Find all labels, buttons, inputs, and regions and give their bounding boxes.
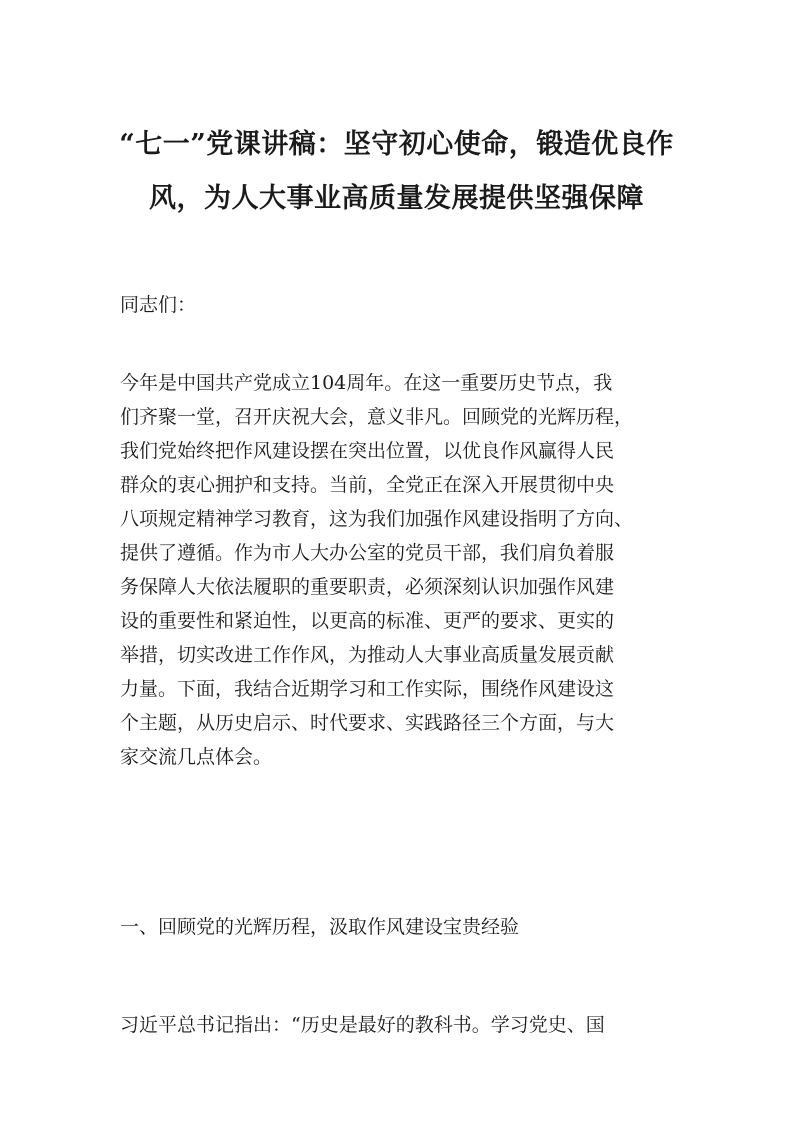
paragraph-line: 提供了遵循。作为市人大办公室的党员干部，我们肩负着服 <box>120 542 615 564</box>
paragraph-line: 习近平总书记指出：“历史是最好的教科书。学习党史、国 <box>120 1014 605 1036</box>
salutation: 同志们： <box>120 294 197 316</box>
paragraph-line: 务保障人大依法履职的重要职责，必须深刻认识加强作风建 <box>120 576 615 598</box>
paragraph-intro <box>120 366 633 774</box>
paragraph-history <box>120 1008 605 1042</box>
paragraph-line: 我们党始终把作风建设摆在突出位置，以优良作风赢得人民 <box>120 440 615 462</box>
paragraph-line: 群众的衷心拥护和支持。当前，全党正在深入开展贯彻中央 <box>120 474 615 496</box>
paragraph-line: 举措，切实改进工作作风，为推动人大事业高质量发展贡献 <box>120 644 615 666</box>
paragraph-line: 设的重要性和紧迫性，以更高的标准、更严的要求、更实的 <box>120 610 615 632</box>
title-line: 风，为人大事业高质量发展提供坚强保障 <box>149 183 644 214</box>
paragraph-line: 家交流几点体会。 <box>120 746 273 768</box>
paragraph-line: 今年是中国共产党成立104周年。在这一重要历史节点，我 <box>120 372 613 394</box>
paragraph-line: 八项规定精神学习教育，这为我们加强作风建设指明了方向、 <box>120 508 634 530</box>
paragraph-line: 力量。下面，我结合近期学习和工作实际，围绕作风建设这 <box>120 678 615 700</box>
paragraph-line: 们齐聚一堂，召开庆祝大会，意义非凡。回顾党的光辉历程， <box>120 406 634 428</box>
paragraph-line: 个主题，从历史启示、时代要求、实践路径三个方面，与大 <box>120 712 615 734</box>
document-title <box>100 118 693 226</box>
title-line: “七一”党课讲稿：坚守初心使命，锻造优良作 <box>119 129 674 160</box>
section-heading: 一、回顾党的光辉历程，汲取作风建设宝贵经验 <box>120 916 520 938</box>
